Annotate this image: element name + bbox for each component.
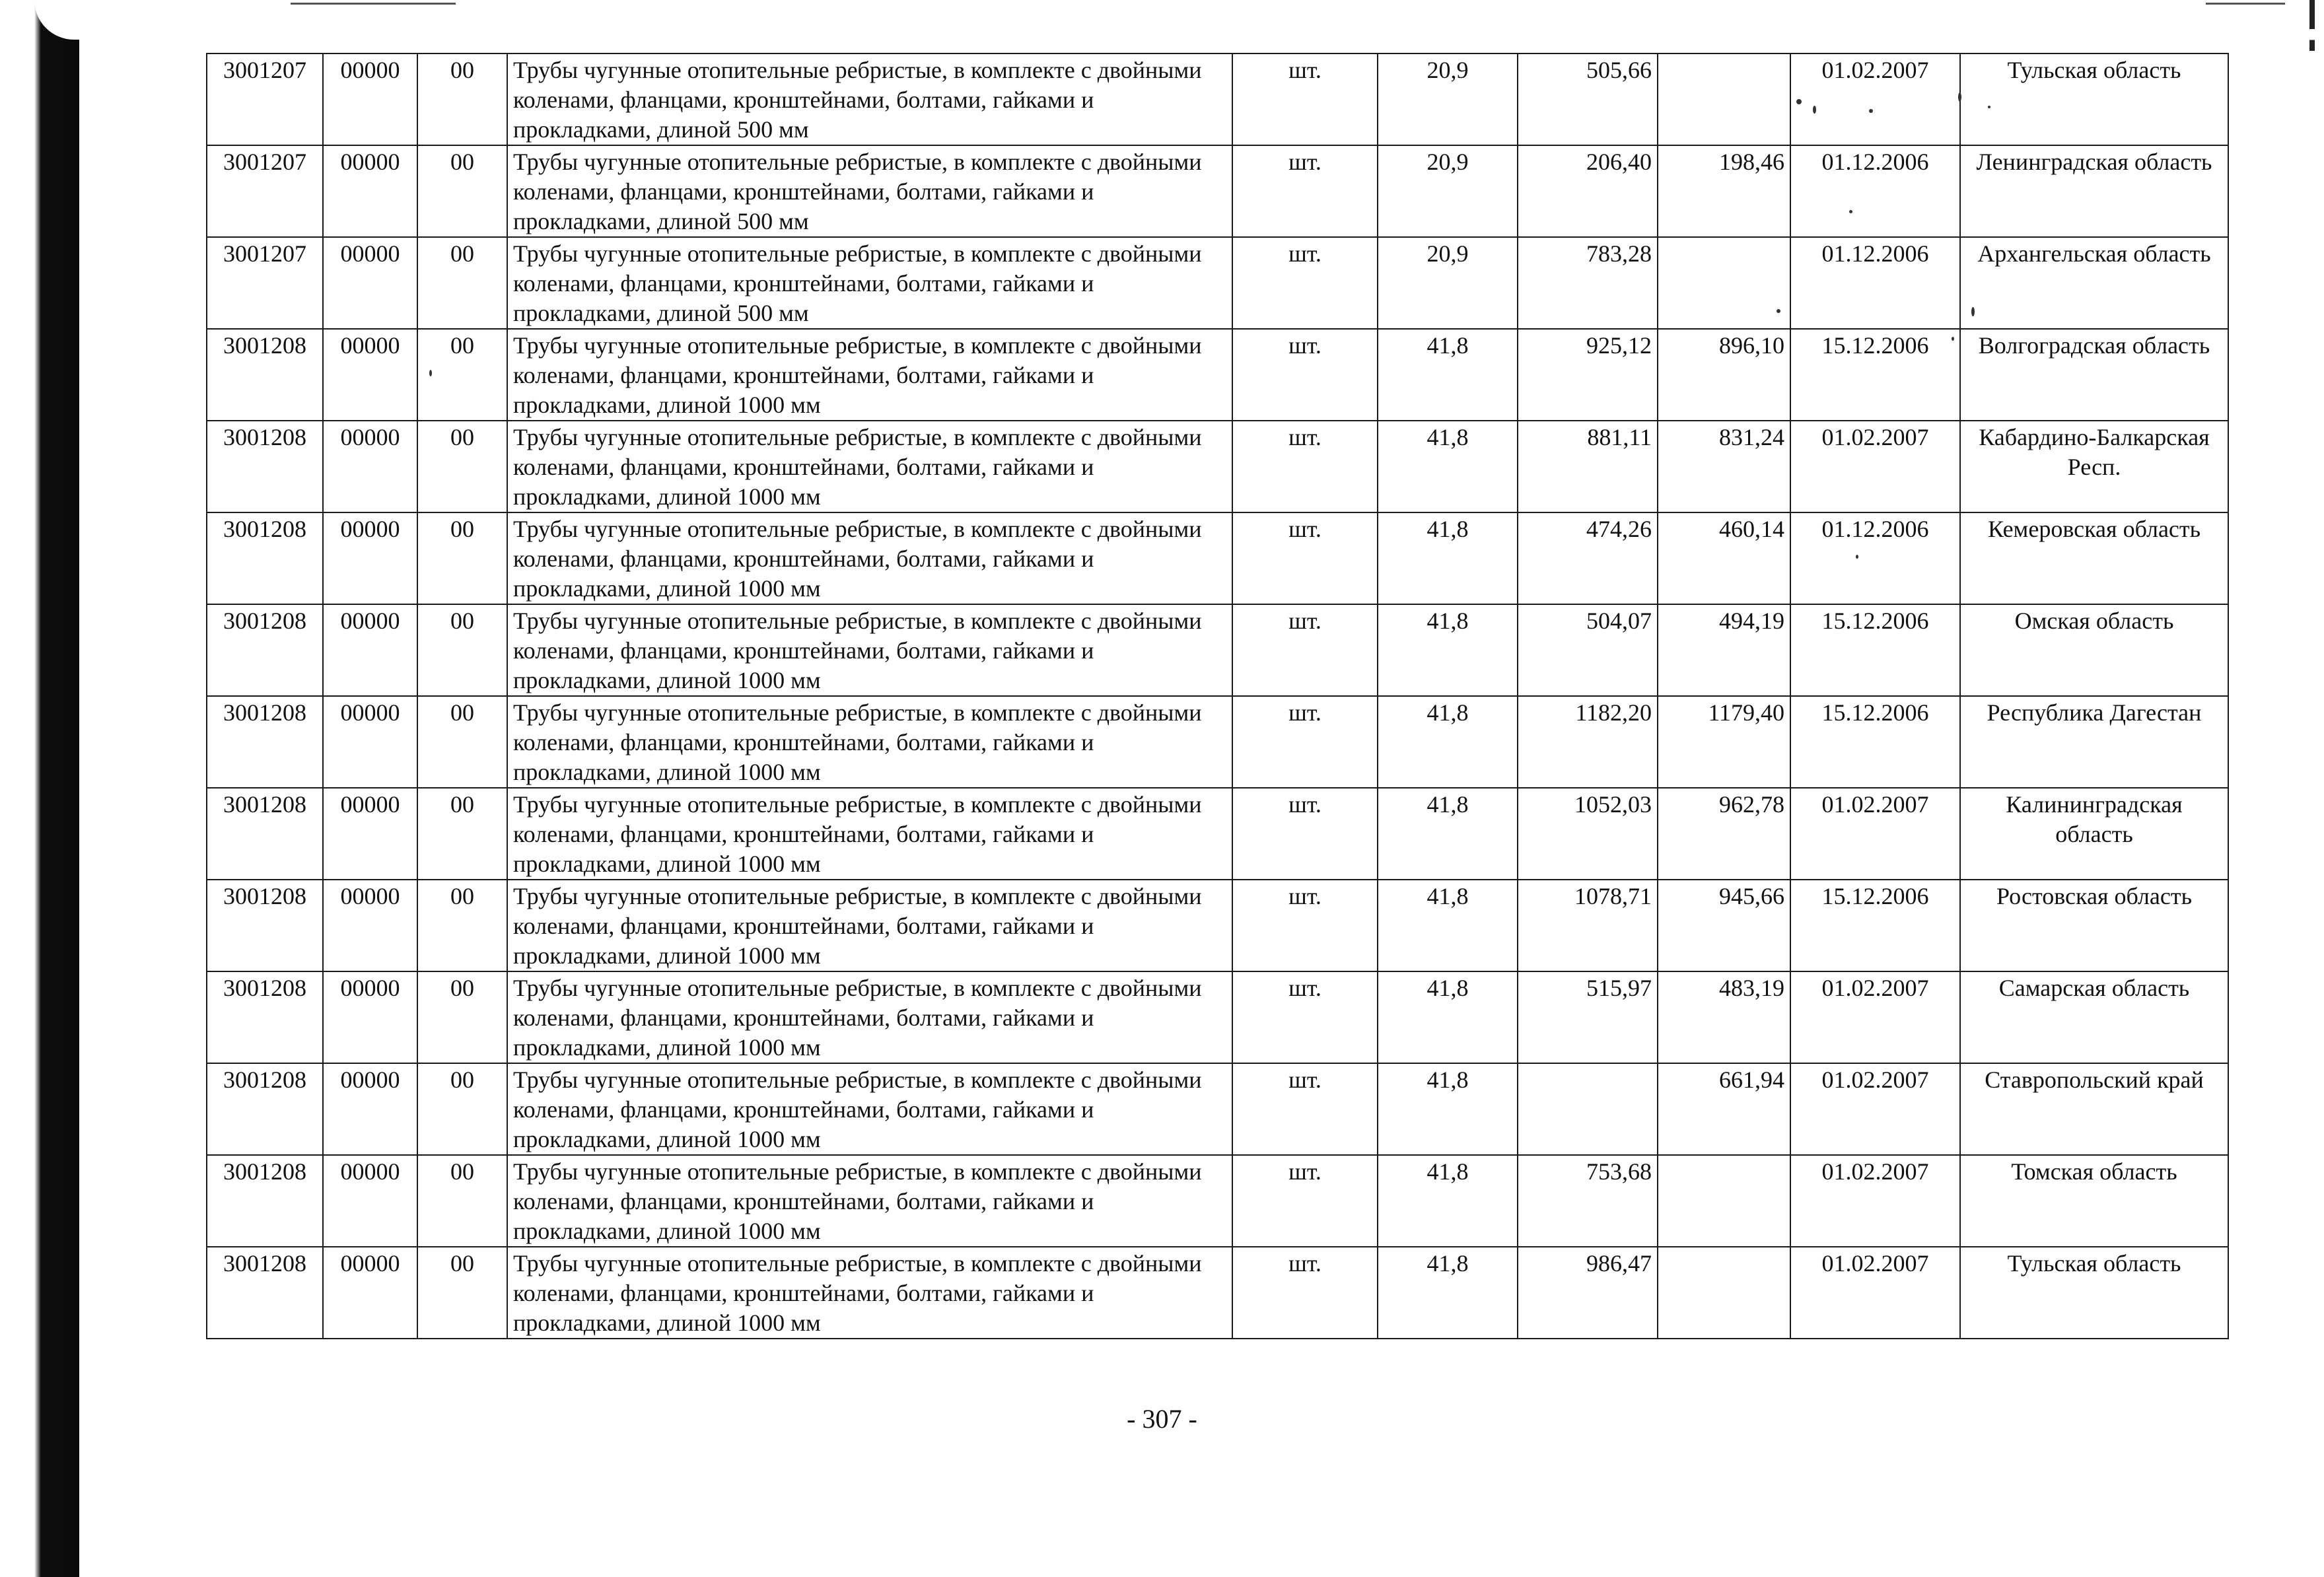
cell-code: 3001207 [207, 237, 323, 329]
scan-speck [1777, 309, 1780, 313]
cell-price-1 [1518, 1063, 1658, 1155]
cell-price-2 [1658, 237, 1790, 329]
table-row [207, 971, 2228, 1063]
cell-code: 3001208 [207, 788, 323, 880]
cell-name: Трубы чугунные отопительные ребристые, в комплекте с двойными коленами, фланцами, кронштейнами, болтами, гайками и прокладками, длиной 1000 мм [507, 1247, 1232, 1339]
cell-code: 3001208 [207, 512, 323, 604]
cell-unit: шт. [1232, 1063, 1378, 1155]
cell-subcode-2: 00 [417, 971, 507, 1063]
cell-unit: шт. [1232, 1247, 1378, 1339]
cell-weight: 41,8 [1378, 880, 1518, 971]
cell-unit: шт. [1232, 145, 1378, 237]
cell-region: Кемеровская область [1960, 512, 2228, 604]
cell-weight: 41,8 [1378, 1063, 1518, 1155]
cell-date: 15.12.2006 [1790, 880, 1960, 971]
cell-date: 01.02.2007 [1790, 421, 1960, 512]
table-row [207, 512, 2228, 604]
cell-name: Трубы чугунные отопительные ребристые, в комплекте с двойными коленами, фланцами, кронштейнами, болтами, гайками и прокладками, длиной 500 мм [507, 53, 1232, 145]
cell-region: Волгоградская область [1960, 329, 2228, 421]
top-scan-line [2206, 3, 2285, 5]
cell-subcode-2: 00 [417, 329, 507, 421]
cell-code: 3001208 [207, 604, 323, 696]
cell-date: 01.02.2007 [1790, 971, 1960, 1063]
cell-weight: 41,8 [1378, 329, 1518, 421]
table-row [207, 421, 2228, 512]
cell-price-1: 753,68 [1518, 1155, 1658, 1247]
cell-price-2: 945,66 [1658, 880, 1790, 971]
cell-unit: шт. [1232, 329, 1378, 421]
cell-price-1: 986,47 [1518, 1247, 1658, 1339]
cell-weight: 20,9 [1378, 237, 1518, 329]
scan-speck [1971, 307, 1975, 316]
cell-price-2 [1658, 1155, 1790, 1247]
cell-region: Самарская область [1960, 971, 2228, 1063]
cell-region: Ленинградская область [1960, 145, 2228, 237]
cell-unit: шт. [1232, 696, 1378, 788]
cell-name: Трубы чугунные отопительные ребристые, в комплекте с двойными коленами, фланцами, кронштейнами, болтами, гайками и прокладками, длиной 1000 мм [507, 421, 1232, 512]
cell-price-2: 962,78 [1658, 788, 1790, 880]
scan-speck [1952, 337, 1954, 341]
cell-code: 3001208 [207, 329, 323, 421]
cell-date: 01.12.2006 [1790, 237, 1960, 329]
cell-unit: шт. [1232, 788, 1378, 880]
table-row [207, 880, 2228, 971]
cell-price-1: 504,07 [1518, 604, 1658, 696]
cell-code: 3001207 [207, 145, 323, 237]
cell-subcode-2: 00 [417, 788, 507, 880]
cell-unit: шт. [1232, 53, 1378, 145]
cell-subcode-2: 00 [417, 1155, 507, 1247]
cell-unit: шт. [1232, 971, 1378, 1063]
cell-name: Трубы чугунные отопительные ребристые, в комплекте с двойными коленами, фланцами, кронштейнами, болтами, гайками и прокладками, длиной 500 мм [507, 145, 1232, 237]
table-row [207, 145, 2228, 237]
table-row [207, 696, 2228, 788]
cell-subcode-2: 00 [417, 880, 507, 971]
cell-date: 15.12.2006 [1790, 604, 1960, 696]
cell-code: 3001208 [207, 696, 323, 788]
cell-subcode-2: 00 [417, 237, 507, 329]
cell-subcode: 00000 [323, 512, 417, 604]
cell-name: Трубы чугунные отопительные ребристые, в комплекте с двойными коленами, фланцами, кронштейнами, болтами, гайками и прокладками, длиной 1000 мм [507, 696, 1232, 788]
cell-subcode: 00000 [323, 145, 417, 237]
cell-subcode-2: 00 [417, 53, 507, 145]
cell-region: Тульская область [1960, 53, 2228, 145]
cell-subcode-2: 00 [417, 696, 507, 788]
cell-weight: 20,9 [1378, 53, 1518, 145]
cell-price-2: 661,94 [1658, 1063, 1790, 1155]
cell-subcode: 00000 [323, 788, 417, 880]
table-body [207, 53, 2228, 1339]
scan-dark-edge [0, 0, 79, 1577]
scan-speck [1958, 92, 1961, 102]
scan-speck [1813, 106, 1816, 114]
table-row [207, 329, 2228, 421]
cell-name: Трубы чугунные отопительные ребристые, в комплекте с двойными коленами, фланцами, кронштейнами, болтами, гайками и прокладками, длиной 1000 мм [507, 1063, 1232, 1155]
cell-price-1: 783,28 [1518, 237, 1658, 329]
cell-region: Ростовская область [1960, 880, 2228, 971]
cell-price-2: 1179,40 [1658, 696, 1790, 788]
cell-price-1: 1182,20 [1518, 696, 1658, 788]
scan-speck [1796, 99, 1802, 104]
right-scan-mark [2309, 0, 2315, 73]
cell-region: Калининградская область [1960, 788, 2228, 880]
table-row [207, 604, 2228, 696]
cell-date: 01.02.2007 [1790, 1063, 1960, 1155]
cell-price-1: 474,26 [1518, 512, 1658, 604]
cell-weight: 41,8 [1378, 1155, 1518, 1247]
cell-price-2: 831,24 [1658, 421, 1790, 512]
cell-weight: 41,8 [1378, 971, 1518, 1063]
scan-speck [429, 370, 432, 376]
cell-date: 15.12.2006 [1790, 329, 1960, 421]
cell-subcode: 00000 [323, 880, 417, 971]
cell-price-2: 896,10 [1658, 329, 1790, 421]
cell-unit: шт. [1232, 512, 1378, 604]
table-row [207, 237, 2228, 329]
cell-subcode: 00000 [323, 53, 417, 145]
table-row [207, 1063, 2228, 1155]
cell-unit: шт. [1232, 421, 1378, 512]
cell-name: Трубы чугунные отопительные ребристые, в комплекте с двойными коленами, фланцами, кронштейнами, болтами, гайками и прокладками, длиной 1000 мм [507, 880, 1232, 971]
cell-name: Трубы чугунные отопительные ребристые, в комплекте с двойными коленами, фланцами, кронштейнами, болтами, гайками и прокладками, длиной 1000 мм [507, 788, 1232, 880]
cell-date: 01.02.2007 [1790, 1155, 1960, 1247]
cell-price-1: 505,66 [1518, 53, 1658, 145]
cell-subcode-2: 00 [417, 421, 507, 512]
page-number: - 307 - [1127, 1404, 1197, 1434]
cell-date: 15.12.2006 [1790, 696, 1960, 788]
cell-code: 3001207 [207, 53, 323, 145]
cell-subcode-2: 00 [417, 1063, 507, 1155]
cell-name: Трубы чугунные отопительные ребристые, в комплекте с двойными коленами, фланцами, кронштейнами, болтами, гайками и прокладками, длиной 1000 мм [507, 329, 1232, 421]
cell-region: Томская область [1960, 1155, 2228, 1247]
cell-price-2 [1658, 1247, 1790, 1339]
cell-unit: шт. [1232, 604, 1378, 696]
cell-region: Омская область [1960, 604, 2228, 696]
scan-speck [1988, 106, 1990, 108]
cell-price-2 [1658, 53, 1790, 145]
cell-name: Трубы чугунные отопительные ребристые, в комплекте с двойными коленами, фланцами, кронштейнами, болтами, гайками и прокладками, длиной 500 мм [507, 237, 1232, 329]
cell-subcode: 00000 [323, 237, 417, 329]
cell-weight: 41,8 [1378, 696, 1518, 788]
cell-weight: 20,9 [1378, 145, 1518, 237]
cell-subcode-2: 00 [417, 145, 507, 237]
cell-unit: шт. [1232, 1155, 1378, 1247]
cell-subcode: 00000 [323, 1155, 417, 1247]
cell-weight: 41,8 [1378, 512, 1518, 604]
cell-subcode-2: 00 [417, 604, 507, 696]
cell-code: 3001208 [207, 421, 323, 512]
cell-date: 01.02.2007 [1790, 788, 1960, 880]
cell-price-2: 460,14 [1658, 512, 1790, 604]
cell-region: Республика Дагестан [1960, 696, 2228, 788]
cell-weight: 41,8 [1378, 1247, 1518, 1339]
cell-name: Трубы чугунные отопительные ребристые, в комплекте с двойными коленами, фланцами, кронштейнами, болтами, гайками и прокладками, длиной 1000 мм [507, 1155, 1232, 1247]
price-table [206, 53, 2229, 1339]
cell-code: 3001208 [207, 880, 323, 971]
cell-price-1: 881,11 [1518, 421, 1658, 512]
cell-region: Ставропольский край [1960, 1063, 2228, 1155]
cell-name: Трубы чугунные отопительные ребристые, в комплекте с двойными коленами, фланцами, кронштейнами, болтами, гайками и прокладками, длиной 1000 мм [507, 512, 1232, 604]
cell-unit: шт. [1232, 237, 1378, 329]
cell-subcode: 00000 [323, 604, 417, 696]
table-row [207, 53, 2228, 145]
cell-date: 01.12.2006 [1790, 145, 1960, 237]
cell-subcode-2: 00 [417, 1247, 507, 1339]
cell-unit: шт. [1232, 880, 1378, 971]
cell-subcode-2: 00 [417, 512, 507, 604]
cell-price-2: 494,19 [1658, 604, 1790, 696]
scan-speck [1856, 555, 1858, 559]
cell-subcode: 00000 [323, 1247, 417, 1339]
cell-price-2: 198,46 [1658, 145, 1790, 237]
cell-price-1: 1078,71 [1518, 880, 1658, 971]
cell-subcode: 00000 [323, 329, 417, 421]
table-row [207, 788, 2228, 880]
cell-price-1: 925,12 [1518, 329, 1658, 421]
cell-date: 01.12.2006 [1790, 512, 1960, 604]
cell-weight: 41,8 [1378, 421, 1518, 512]
cell-price-1: 1052,03 [1518, 788, 1658, 880]
cell-subcode: 00000 [323, 1063, 417, 1155]
cell-date: 01.02.2007 [1790, 1247, 1960, 1339]
cell-date: 01.02.2007 [1790, 53, 1960, 145]
cell-region: Тульская область [1960, 1247, 2228, 1339]
cell-subcode: 00000 [323, 696, 417, 788]
cell-name: Трубы чугунные отопительные ребристые, в комплекте с двойными коленами, фланцами, кронштейнами, болтами, гайками и прокладками, длиной 1000 мм [507, 971, 1232, 1063]
cell-region: Кабардино-Балкарская Респ. [1960, 421, 2228, 512]
cell-code: 3001208 [207, 1063, 323, 1155]
cell-name: Трубы чугунные отопительные ребристые, в комплекте с двойными коленами, фланцами, кронштейнами, болтами, гайками и прокладками, длиной 1000 мм [507, 604, 1232, 696]
cell-code: 3001208 [207, 1155, 323, 1247]
scan-speck [1869, 109, 1873, 113]
cell-subcode: 00000 [323, 971, 417, 1063]
table-row [207, 1155, 2228, 1247]
cell-weight: 41,8 [1378, 604, 1518, 696]
cell-region: Архангельская область [1960, 237, 2228, 329]
cell-price-1: 515,97 [1518, 971, 1658, 1063]
cell-code: 3001208 [207, 971, 323, 1063]
cell-subcode: 00000 [323, 421, 417, 512]
cell-code: 3001208 [207, 1247, 323, 1339]
cell-price-1: 206,40 [1518, 145, 1658, 237]
cell-weight: 41,8 [1378, 788, 1518, 880]
table-row [207, 1247, 2228, 1339]
cell-price-2: 483,19 [1658, 971, 1790, 1063]
top-scan-line [291, 3, 456, 5]
scan-speck [1849, 210, 1852, 213]
